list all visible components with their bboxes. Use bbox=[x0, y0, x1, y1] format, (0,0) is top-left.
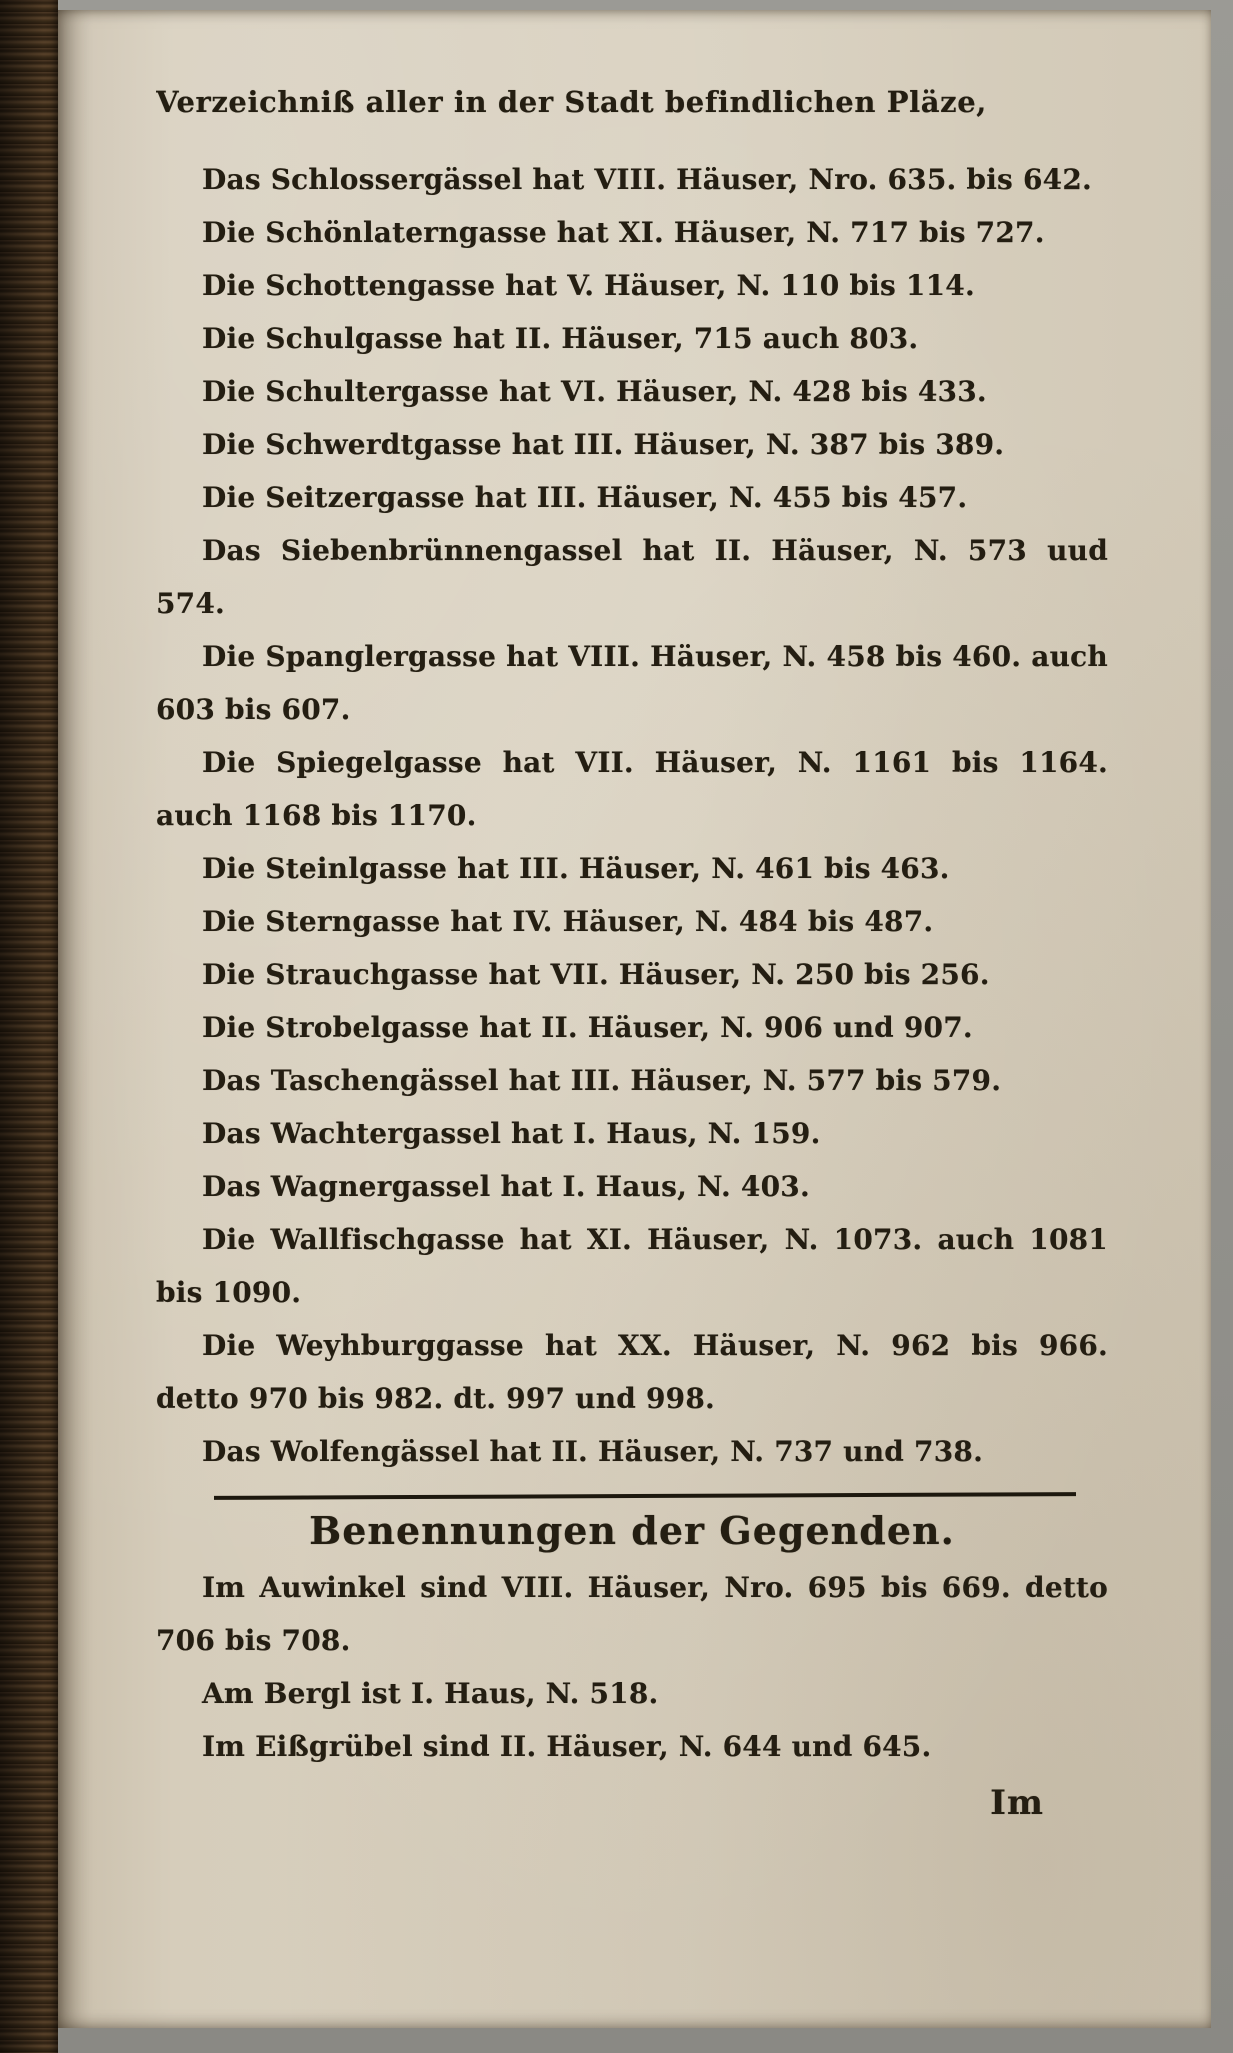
street-entry: Das Wachtergassel hat I. Haus, N. 159. bbox=[202, 1117, 821, 1150]
street-entry: Die Schottengasse hat V. Häuser, N. 110 bis 114. bbox=[202, 269, 975, 302]
street-entry: Die Weyhburggasse hat XX. Häuser, N. 962 bis 966. detto 970 bis 982. dt. 997 und 998. bbox=[156, 1329, 1108, 1415]
street-entry: Die Schultergasse hat VI. Häuser, N. 428 bis 433. bbox=[202, 375, 987, 408]
catchword: Im bbox=[990, 1783, 1044, 1823]
street-entry: Das Wolfengässel hat II. Häuser, N. 737 und 738. bbox=[202, 1435, 984, 1468]
street-entry: Das Wagnergassel hat I. Haus, N. 403. bbox=[202, 1170, 810, 1203]
street-entry: Das Schlossergässel hat VIII. Häuser, Nro. 635. bis 642. bbox=[202, 163, 1092, 196]
street-entry: Die Sterngasse hat IV. Häuser, N. 484 bis 487. bbox=[202, 905, 934, 938]
street-entry: Die Schulgasse hat II. Häuser, 715 auch 803. bbox=[202, 322, 919, 355]
street-entry: Die Wallfischgasse hat XI. Häuser, N. 1073. auch 1081 bis 1090. bbox=[156, 1223, 1108, 1309]
street-entry: Die Spiegelgasse hat VII. Häuser, N. 1161 bis 1164. auch 1168 bis 1170. bbox=[156, 746, 1108, 832]
street-entry: Die Steinlgasse hat III. Häuser, N. 461 bis 463. bbox=[202, 852, 950, 885]
page-paper bbox=[58, 10, 1211, 2028]
section-divider bbox=[214, 1492, 1076, 1500]
region-entry: Am Bergl ist I. Haus, N. 518. bbox=[202, 1677, 659, 1710]
page-header: Verzeichniß aller in der Stadt befindlichen Pläze, bbox=[156, 85, 987, 119]
street-entry: Die Strauchgasse hat VII. Häuser, N. 250 bis 256. bbox=[202, 958, 990, 991]
book-binding bbox=[0, 0, 58, 2053]
street-entry: Die Seitzergasse hat III. Häuser, N. 455 bis 457. bbox=[202, 481, 968, 514]
page-content bbox=[156, 76, 1108, 2016]
street-entry: Die Schönlaterngasse hat XI. Häuser, N. 717 bis 727. bbox=[202, 216, 1045, 249]
street-entry: Das Taschengässel hat III. Häuser, N. 577 bis 579. bbox=[202, 1064, 1002, 1097]
region-entry: Im Auwinkel sind VIII. Häuser, Nro. 695 bis 669. detto 706 bis 708. bbox=[156, 1571, 1108, 1657]
section-heading: Benennungen der Gegenden. bbox=[309, 1508, 955, 1553]
street-entry: Die Strobelgasse hat II. Häuser, N. 906 und 907. bbox=[202, 1011, 973, 1044]
street-entry: Die Spanglergasse hat VIII. Häuser, N. 458 bis 460. auch 603 bis 607. bbox=[156, 640, 1108, 726]
street-entry: Das Siebenbrünnengassel hat II. Häuser, N. 573 uud 574. bbox=[156, 534, 1108, 620]
region-entry: Im Eißgrübel sind II. Häuser, N. 644 und 645. bbox=[202, 1730, 932, 1763]
street-entry: Die Schwerdtgasse hat III. Häuser, N. 387 bis 389. bbox=[202, 428, 1005, 461]
